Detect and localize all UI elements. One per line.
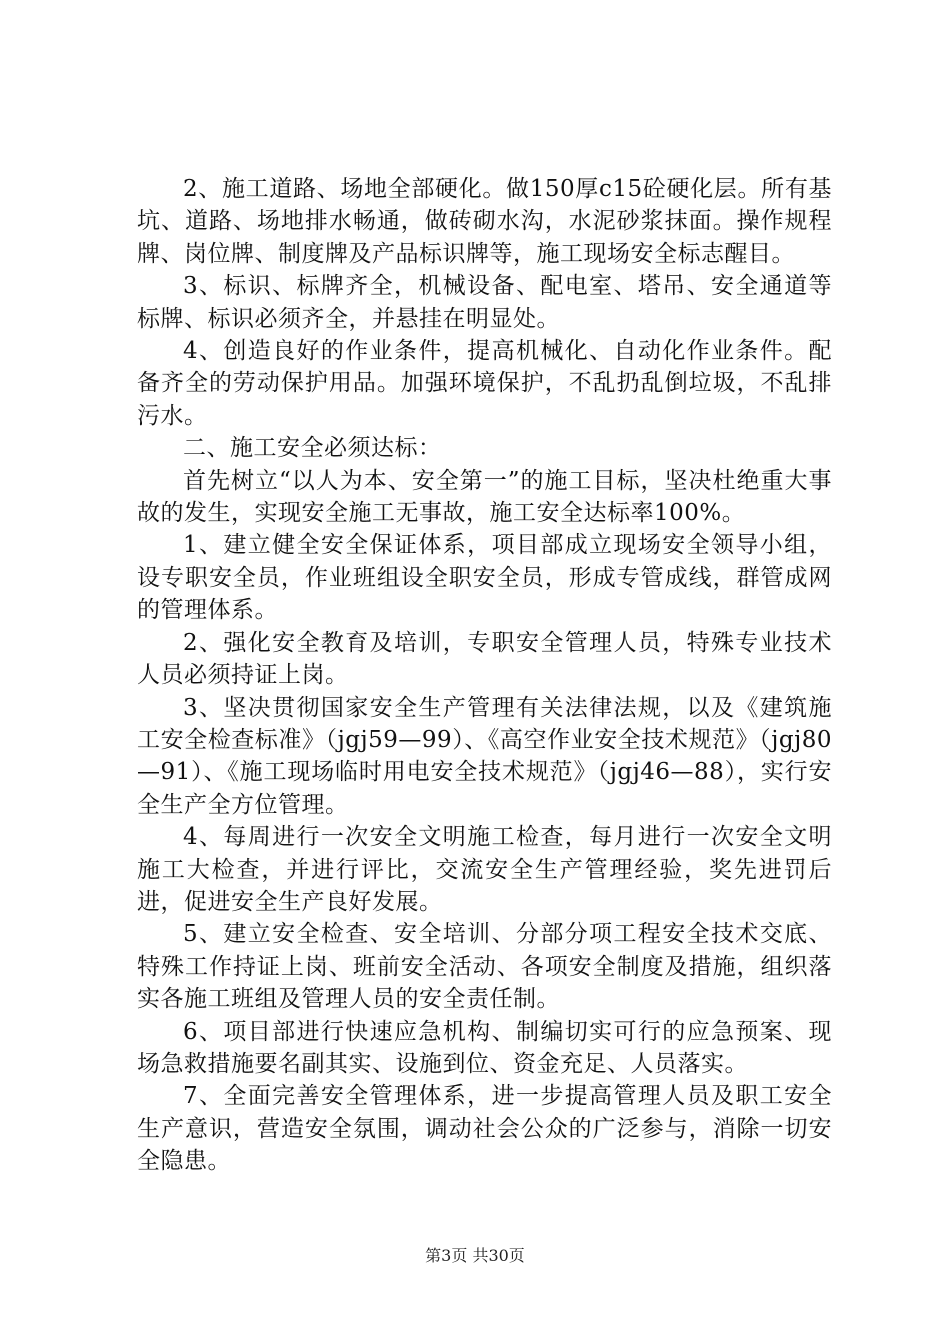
paragraph: 1、建立健全安全保证体系，项目部成立现场安全领导小组，设专职安全员，作业班组设全职安全员，形成专管成线，群管成网的管理体系。 [137,532,832,624]
paragraph: 3、标识、标牌齐全，机械设备、配电室、塔吊、安全通道等标牌、标识必须齐全，并悬挂在明显处。 [137,273,832,332]
section-heading: 二、施工安全必须达标： [183,435,442,462]
paragraph: 4、创造良好的作业条件，提高机械化、自动化作业条件。配备齐全的劳动保护用品。加强环境保护，不乱扔乱倒垃圾，不乱排污水。 [137,338,832,429]
paragraph: 2、强化安全教育及培训，专职安全管理人员，特殊专业技术人员必须持证上岗。 [137,629,832,689]
paragraph: 3、坚决贯彻国家安全生产管理有关法律法规，以及《建筑施工安全检查标准》（jgj59—99）、《高空作业安全技术规范》（jgj80—91）、《施工现场临时用电安全技术规范》（jgj46—88），实行安全生产全方位管理。 [137,694,832,818]
page-number-footer: 第3页 共30页 [425,1246,525,1265]
paragraph: 首先树立“以人为本、安全第一”的施工目标，坚决杜绝重大事故的发生，实现安全施工无事故，施工安全达标率100%。 [137,467,832,527]
document-body [137,173,832,1178]
paragraph: 6、项目部进行快速应急机构、制编切实可行的应急预案、现场急救措施要名副其实、设施到位、资金充足、人员落实。 [137,1018,832,1077]
paragraph: 7、全面完善安全管理体系，进一步提高管理人员及职工安全生产意识，营造安全氛围，调动社会公众的广泛参与，消除一切安全隐患。 [137,1083,832,1175]
paragraph: 4、每周进行一次安全文明施工检查，每月进行一次安全文明施工大检查，并进行评比，交流安全生产管理经验，奖先进罚后进，促进安全生产良好发展。 [137,824,832,915]
paragraph: 2、施工道路、场地全部硬化。做150厚c15砼硬化层。所有基坑、道路、场地排水畅通，做砖砌水沟，水泥砂浆抹面。操作规程牌、岗位牌、制度牌及产品标识牌等，施工现场安全标志醒目。 [137,176,832,267]
paragraph: 5、建立安全检查、安全培训、分部分项工程安全技术交底、特殊工作持证上岗、班前安全活动、各项安全制度及措施，组织落实各施工班组及管理人员的安全责任制。 [137,921,832,1013]
